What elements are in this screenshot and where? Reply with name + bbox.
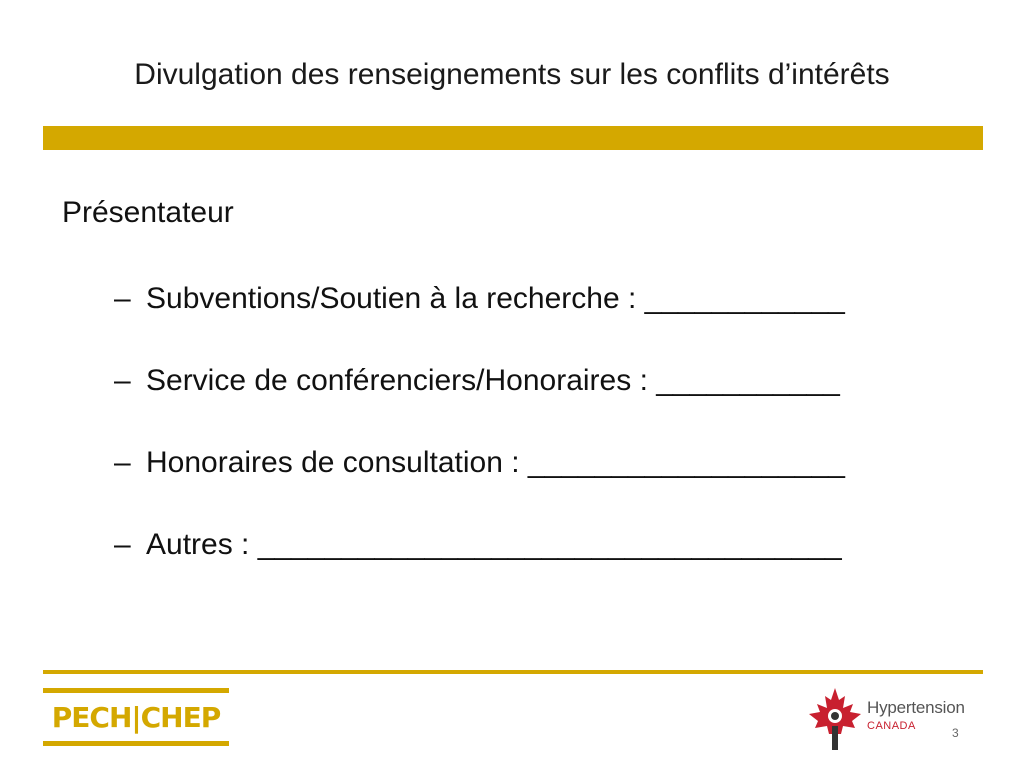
- logo-bar-bottom: [43, 741, 229, 746]
- dash-bullet: –: [114, 282, 131, 315]
- list-item: [114, 444, 845, 526]
- item-text: Autres : ___________________________________: [146, 528, 842, 561]
- pech-chep-logo: [43, 688, 229, 746]
- disclosure-list: [114, 280, 845, 608]
- dash-bullet: –: [114, 364, 131, 397]
- item-text: Service de conférenciers/Honoraires : ___________: [146, 364, 840, 397]
- slide-title: Divulgation des renseignements sur les conflits d’intérêts: [134, 58, 890, 91]
- title-underline-bar: [43, 126, 983, 150]
- list-item: [114, 362, 845, 444]
- maple-leaf-icon: [805, 686, 865, 752]
- presenter-heading: Présentateur: [62, 196, 234, 229]
- page-number: 3: [952, 726, 959, 740]
- dash-bullet: –: [114, 446, 131, 479]
- hypertension-text: Hypertension: [867, 698, 965, 717]
- dash-bullet: –: [114, 528, 131, 561]
- pech-chep-text: PECH|CHEP: [51, 701, 221, 734]
- list-item: [114, 526, 845, 608]
- logo-bar-top: [43, 688, 229, 693]
- item-text: Subventions/Soutien à la recherche : ____________: [146, 282, 845, 315]
- item-text: Honoraires de consultation : ___________________: [146, 446, 845, 479]
- canada-text: CANADA: [867, 720, 916, 732]
- footer-divider: [43, 670, 983, 674]
- hypertension-canada-logo: [805, 686, 985, 752]
- list-item: [114, 280, 845, 362]
